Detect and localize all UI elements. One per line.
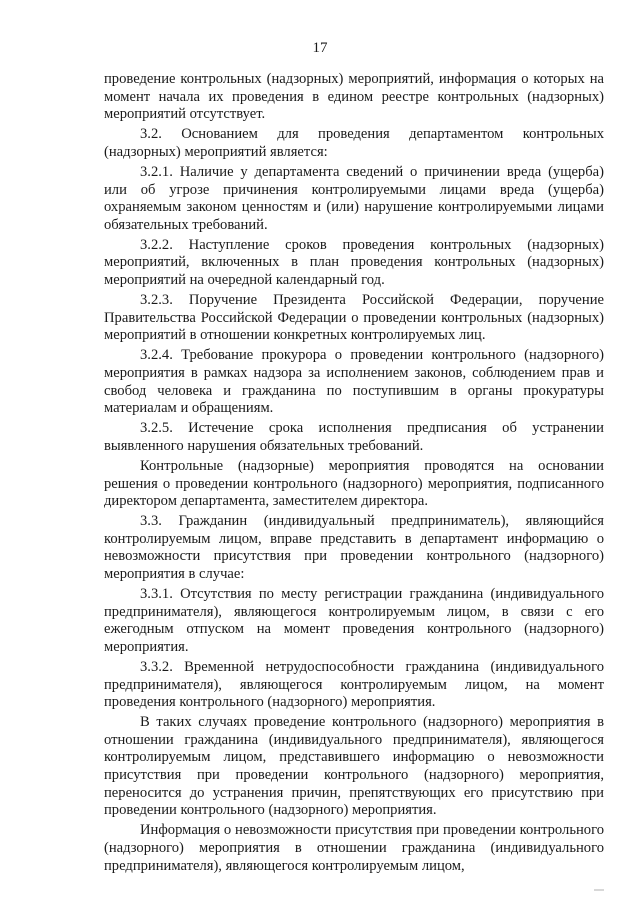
paragraph-3-3: 3.3. Гражданин (индивидуальный предприниматель), являющийся контролируемым лицом, вправе представить в департамент информацию о невозможности присутствия при проведении контрольного (надзорного) мероприятия в случае: — [104, 513, 604, 583]
paragraph-decision-basis: Контрольные (надзорные) мероприятия проводятся на основании решения о проведении контрольного (надзорного) мероприятия, подписанного директором департамента, заместителем директора. — [104, 457, 604, 510]
paragraph-3-3-1: 3.3.1. Отсутствия по месту регистрации гражданина (индивидуального предпринимателя), являющегося контролируемым лицом, в связи с его ежегодным отпуском на момент проведения контрольного (надзорного) мероприятия. — [104, 586, 604, 655]
paragraph-postponement: В таких случаях проведение контрольного (надзорного) мероприятия в отношении гражданина (индивидуального предпринимателя), являющегося контролируемым лицом, представившего информацию о невозможности присутствия при проведении контрольного (надзорного) мероприятия, переносится до устранения причин, препятствующих его присутствию при проведении контрольного (надзорного) мероприятия. — [104, 714, 604, 819]
scan-artifact — [594, 889, 604, 891]
paragraph-continuation: проведение контрольных (надзорных) мероприятий, информация о которых на момент начала их проведения в едином реестре контрольных (надзорных) мероприятий отсутствует. — [104, 71, 604, 123]
page-number: 17 — [312, 40, 328, 56]
paragraph-3-3-2: 3.3.2. Временной нетрудоспособности гражданина (индивидуального предпринимателя), являющегося контролируемым лицом, на момент проведения контрольного (надзорного) мероприятия. — [104, 659, 604, 711]
paragraph-3-2-1: 3.2.1. Наличие у департамента сведений о причинении вреда (ущерба) или об угрозе причинения контролируемыми лицами вреда (ущерба) охраняемым законом ценностям и (или) нарушение контролируемыми лицами обязательных требований. — [104, 163, 604, 233]
paragraph-3-2-3: 3.2.3. Поручение Президента Российской Федерации, поручение Правительства Российской Федерации о проведении контрольных (надзорных) мероприятий в отношении конкретных контролируемых лиц. — [104, 292, 604, 344]
paragraph-3-2-2: 3.2.2. Наступление сроков проведения контрольных (надзорных) мероприятий, включенных в план проведения контрольных (надзорных) мероприятий на очередной календарный год. — [104, 236, 604, 289]
paragraph-3-2-4: 3.2.4. Требование прокурора о проведении контрольного (надзорного) мероприятия в рамках надзора за исполнением законов, соблюдением прав и свобод человека и гражданина по поступившим в органы прокуратуры материалам и обращениям. — [104, 347, 604, 417]
paragraph-3-2-5: 3.2.5. Истечение срока исполнения предписания об устранении выявленного нарушения обязательных требований. — [104, 420, 604, 454]
document-body — [104, 71, 604, 878]
paragraph-3-2: 3.2. Основанием для проведения департаментом контрольных (надзорных) мероприятий является: — [104, 126, 604, 160]
paragraph-information: Информация о невозможности присутствия при проведении контрольного (надзорного) мероприятия в отношении гражданина (индивидуального предпринимателя), являющегося контролируемым лицом, — [104, 822, 604, 874]
